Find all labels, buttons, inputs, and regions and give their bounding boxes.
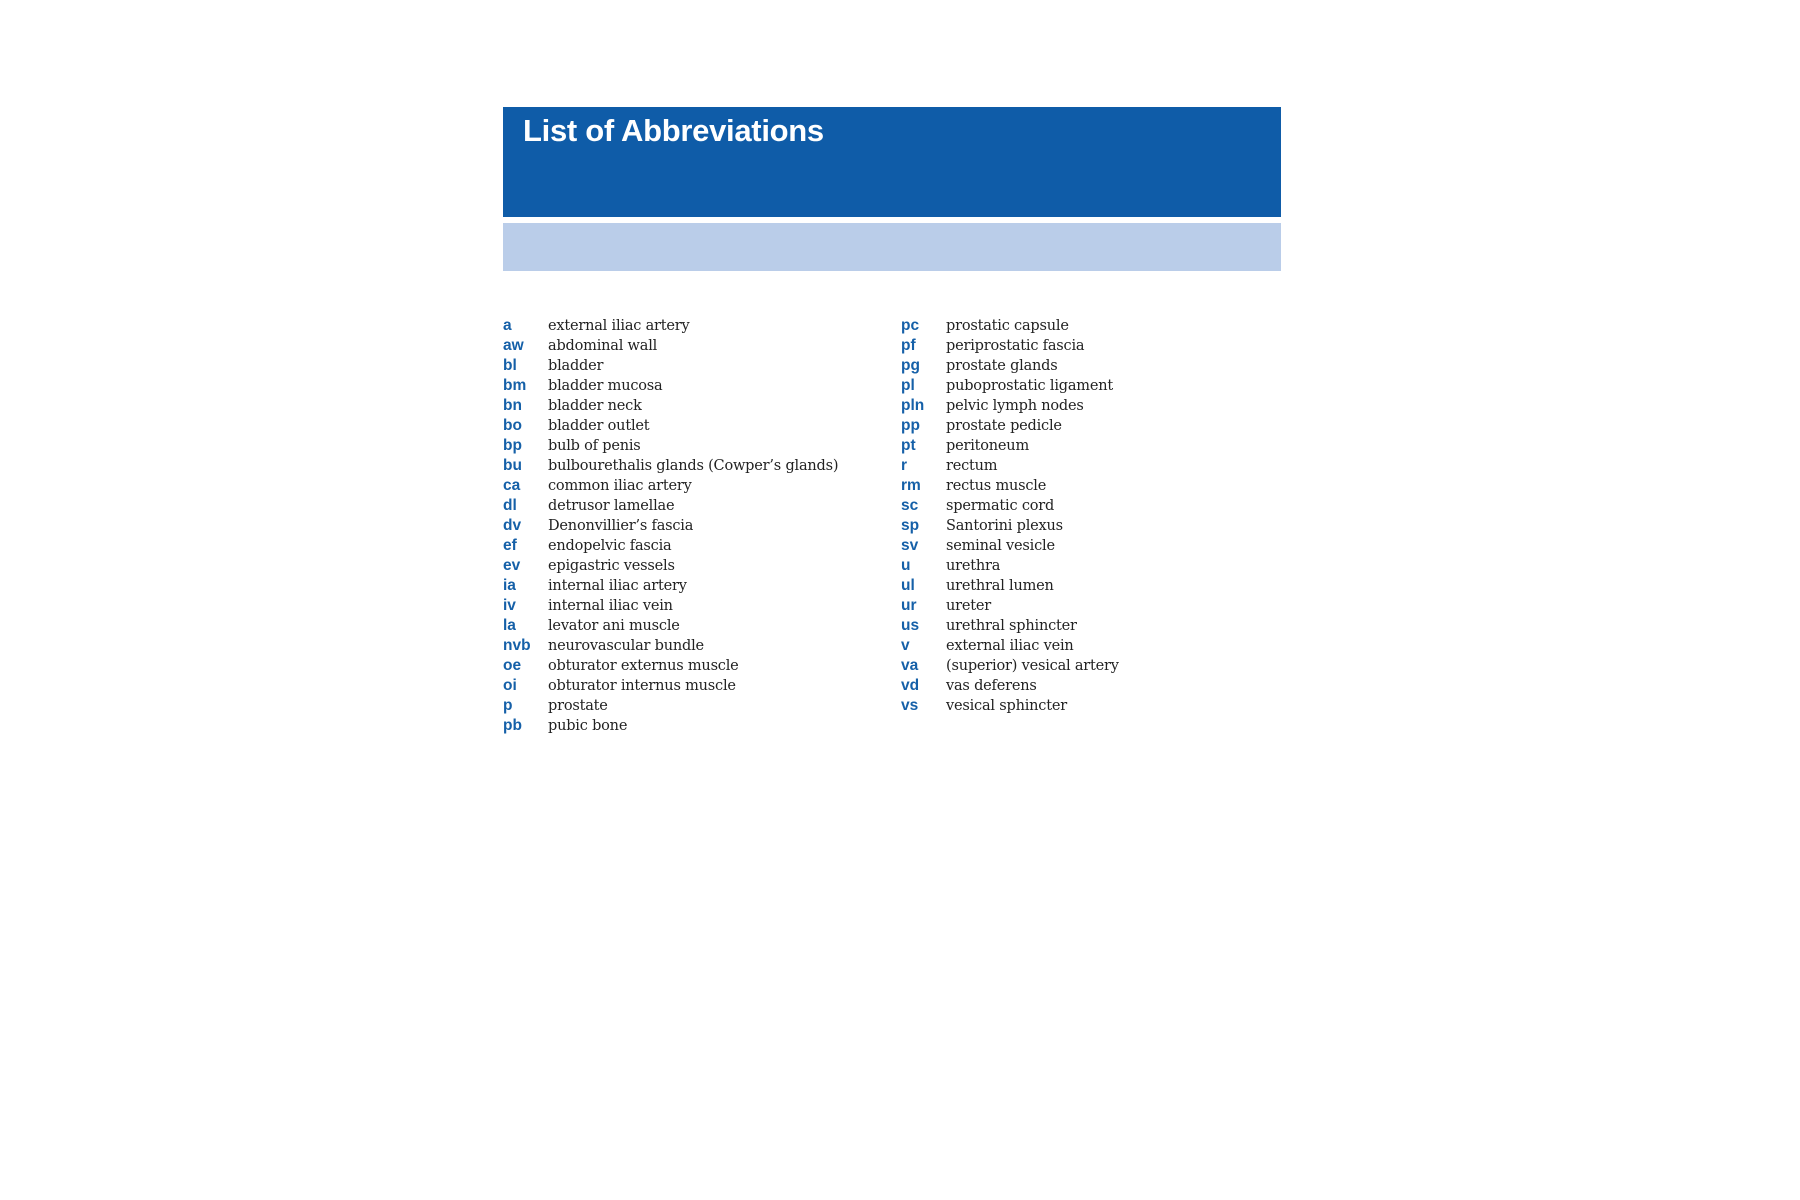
abbreviation-term: bu	[503, 457, 522, 474]
abbreviation-term: p	[503, 697, 513, 714]
abbreviation-term: sc	[901, 497, 919, 514]
abbreviation-term: bm	[503, 377, 527, 394]
abbreviation-entry	[901, 456, 1281, 476]
abbreviation-definition: prostate	[548, 698, 608, 714]
abbreviation-entry	[503, 336, 893, 356]
abbreviation-definition: spermatic cord	[946, 498, 1055, 514]
abbreviation-definition: external iliac vein	[946, 638, 1074, 654]
abbreviation-definition: bladder	[548, 358, 604, 374]
abbreviation-definition: internal iliac artery	[548, 578, 687, 594]
abbreviation-term: oe	[503, 657, 522, 674]
abbreviation-column-right	[901, 316, 1281, 716]
abbreviations-page	[503, 107, 1281, 736]
abbreviation-entry	[901, 316, 1281, 336]
abbreviation-entry	[901, 516, 1281, 536]
abbreviation-term: sp	[901, 517, 920, 534]
abbreviation-definition: (superior) vesical artery	[946, 658, 1119, 674]
abbreviation-entry	[503, 436, 893, 456]
abbreviation-definition: external iliac artery	[548, 318, 690, 334]
abbreviation-term: pt	[901, 437, 916, 454]
abbreviation-term: va	[901, 657, 919, 674]
abbreviation-definition: vas deferens	[946, 678, 1037, 694]
abbreviation-term: us	[901, 617, 920, 634]
abbreviation-entry	[503, 376, 893, 396]
abbreviation-term: pb	[503, 717, 522, 734]
abbreviation-entry	[901, 596, 1281, 616]
abbreviation-entry	[901, 476, 1281, 496]
abbreviation-definition: seminal vesicle	[946, 538, 1055, 554]
abbreviation-entry	[503, 596, 893, 616]
abbreviation-term: dv	[503, 517, 522, 534]
abbreviation-entry	[503, 356, 893, 376]
abbreviation-term: pl	[901, 377, 915, 394]
abbreviation-entry	[901, 356, 1281, 376]
abbreviation-entry	[901, 416, 1281, 436]
abbreviation-definition: rectus muscle	[946, 478, 1047, 494]
abbreviation-column-left	[503, 316, 893, 736]
abbreviation-term: oi	[503, 677, 517, 694]
abbreviation-definition: peritoneum	[946, 438, 1029, 454]
abbreviation-entry	[901, 536, 1281, 556]
page-title: List of Abbreviations	[523, 113, 824, 148]
abbreviation-term: bl	[503, 357, 517, 374]
abbreviation-entry	[503, 656, 893, 676]
abbreviation-term: vs	[901, 697, 919, 714]
abbreviation-definition: levator ani muscle	[548, 618, 680, 634]
abbreviation-definition: prostate glands	[946, 358, 1058, 374]
abbreviation-entry	[503, 396, 893, 416]
abbreviation-entry	[503, 456, 893, 476]
abbreviation-term: ur	[901, 597, 917, 614]
abbreviation-term: u	[901, 557, 911, 574]
abbreviation-term: rm	[901, 477, 921, 494]
abbreviation-definition: detrusor lamellae	[548, 498, 675, 514]
abbreviation-entry	[503, 476, 893, 496]
abbreviation-term: aw	[503, 337, 524, 354]
abbreviation-term: pg	[901, 357, 920, 374]
abbreviation-term: v	[901, 637, 910, 654]
abbreviation-term: r	[901, 457, 908, 474]
abbreviation-definition: abdominal wall	[548, 338, 658, 354]
abbreviation-definition: neurovascular bundle	[548, 638, 704, 654]
abbreviation-definition: obturator internus muscle	[548, 678, 736, 694]
abbreviation-definition: epigastric vessels	[548, 558, 675, 574]
abbreviation-entry	[503, 556, 893, 576]
abbreviation-term: a	[503, 317, 512, 334]
abbreviation-definition: obturator externus muscle	[548, 658, 739, 674]
abbreviation-definition: urethral lumen	[946, 578, 1054, 594]
abbreviation-definition: urethral sphincter	[946, 618, 1077, 634]
abbreviation-term: pf	[901, 337, 916, 354]
abbreviation-definition: pubic bone	[548, 718, 628, 734]
abbreviation-definition: bladder neck	[548, 398, 642, 414]
abbreviation-definition: vesical sphincter	[946, 698, 1067, 714]
abbreviation-term: pc	[901, 317, 920, 334]
abbreviation-entry	[503, 636, 893, 656]
abbreviation-entry	[901, 556, 1281, 576]
abbreviation-definition: Santorini plexus	[946, 518, 1063, 534]
abbreviation-entry	[503, 676, 893, 696]
abbreviation-term: nvb	[503, 637, 531, 654]
abbreviation-term: ul	[901, 577, 915, 594]
abbreviation-entry	[901, 376, 1281, 396]
abbreviation-entry	[503, 536, 893, 556]
abbreviation-term: sv	[901, 537, 919, 554]
abbreviation-definition: puboprostatic ligament	[946, 378, 1113, 394]
abbreviation-term: iv	[503, 597, 516, 614]
abbreviation-entry	[503, 516, 893, 536]
abbreviation-entry	[503, 576, 893, 596]
abbreviation-columns	[503, 316, 1281, 736]
abbreviation-entry	[901, 636, 1281, 656]
abbreviation-term: ef	[503, 537, 517, 554]
abbreviation-entry	[901, 696, 1281, 716]
abbreviation-term: ca	[503, 477, 521, 494]
abbreviation-entry	[901, 336, 1281, 356]
abbreviation-definition: prostate pedicle	[946, 418, 1062, 434]
abbreviation-definition: periprostatic fascia	[946, 338, 1085, 354]
abbreviation-entry	[901, 396, 1281, 416]
title-band	[503, 107, 1281, 217]
abbreviation-definition: Denonvillier’s fascia	[548, 518, 694, 534]
abbreviation-term: la	[503, 617, 516, 634]
abbreviation-entry	[901, 496, 1281, 516]
abbreviation-definition: ureter	[946, 598, 991, 614]
abbreviation-definition: pelvic lymph nodes	[946, 398, 1084, 414]
subtitle-band	[503, 223, 1281, 271]
abbreviation-entry	[503, 316, 893, 336]
abbreviation-definition: bulb of penis	[548, 438, 641, 454]
abbreviation-entry	[503, 416, 893, 436]
abbreviation-entry	[901, 616, 1281, 636]
abbreviation-term: vd	[901, 677, 920, 694]
abbreviation-term: bn	[503, 397, 522, 414]
abbreviation-entry	[503, 616, 893, 636]
abbreviation-definition: rectum	[946, 458, 998, 474]
abbreviation-definition: urethra	[946, 558, 1001, 574]
abbreviation-entry	[901, 576, 1281, 596]
abbreviation-term: pp	[901, 417, 920, 434]
abbreviation-term: bp	[503, 437, 522, 454]
abbreviation-term: bo	[503, 417, 522, 434]
abbreviation-definition: endopelvic fascia	[548, 538, 672, 554]
abbreviation-term: dl	[503, 497, 517, 514]
abbreviation-definition: bulbourethalis glands (Cowper’s glands)	[548, 458, 839, 474]
abbreviation-definition: internal iliac vein	[548, 598, 673, 614]
abbreviation-entry	[503, 496, 893, 516]
abbreviation-term: pln	[901, 397, 925, 414]
abbreviation-entry	[503, 696, 893, 716]
abbreviation-definition: bladder mucosa	[548, 378, 663, 394]
abbreviation-definition: bladder outlet	[548, 418, 650, 434]
abbreviation-entry	[901, 436, 1281, 456]
abbreviation-entry	[901, 656, 1281, 676]
abbreviation-definition: common iliac artery	[548, 478, 692, 494]
abbreviation-definition: prostatic capsule	[946, 318, 1069, 334]
abbreviation-entry	[901, 676, 1281, 696]
abbreviation-entry	[503, 716, 893, 736]
abbreviation-term: ia	[503, 577, 516, 594]
abbreviation-term: ev	[503, 557, 521, 574]
